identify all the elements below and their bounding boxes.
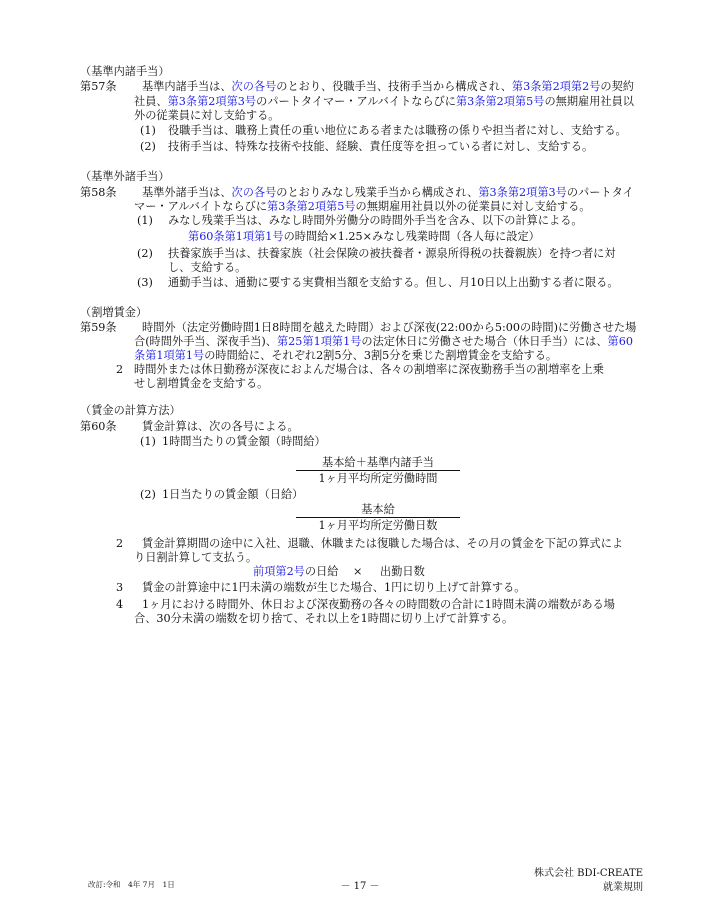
paragraph-text: 賃金計算期間の途中に入社、退職、休職または復職した場合は、その月の賃金を下記の算式によ [142,537,624,550]
fraction-bar [296,470,460,471]
article-58-line-2: マー・アルバイトならびに第3条第2項第5号の無期雇用社員以外の従業員に対し支給する。 [134,200,591,213]
cross-reference-link[interactable]: 次の各号 [231,80,277,93]
formula-line: 第60条第1項第1号の時間給×1.25×みなし残業時間（各人毎に設定） [188,230,540,243]
paragraph-text-continued: せし割増賃金を支給する。 [134,377,269,390]
item-text-continued: し、支給する。 [168,261,247,274]
multiply-sign: × [353,565,363,578]
cross-reference-link[interactable]: 次の各号 [231,186,277,199]
item-number: (2) [140,488,156,501]
item-number: (3) [137,276,153,289]
company-name: 株式会社 BDI-CREATE [534,868,643,879]
paragraph-number: 4 [116,598,124,611]
paragraph-number: 2 [116,537,124,550]
article-58-line-1: 基準外諸手当は、次の各号のとおりみなし残業手当から構成され、第3条第2項第3号のパートタイ [142,186,634,199]
section-heading-57: （基準内諸手当） [80,65,170,78]
item-number: (2) [137,247,153,260]
article-number-57: 第57条 [80,80,117,93]
paragraph-number: 2 [116,363,124,376]
cross-reference-link[interactable]: 第3条第2項第3号 [167,95,257,108]
paragraph-text-continued: 合、30分未満の端数を切り捨て、それ以上を1時間に切り上げて計算する。 [134,612,514,625]
item-text: 役職手当は、職務上責任の重い地位にある者または職務の係りや担当者に対し、支給する。 [168,124,627,137]
section-heading-59: （割増賃金） [80,306,148,319]
article-number-58: 第58条 [80,186,117,199]
item-text: 1時間当たりの賃金額（時間給） [162,435,326,448]
cross-reference-link[interactable]: 第60条第1項第1号 [188,230,284,243]
paragraph-text-continued: り日割計算して支払う。 [134,551,258,564]
section-heading-58: （基準外諸手当） [80,170,170,183]
cross-reference-link[interactable]: 前項第2号 [253,565,305,578]
article-57-line-3: 外の従業員に対し支給する。 [134,109,280,122]
item-text: みなし残業手当は、みなし時間外労働分の時間外手当を含み、以下の計算による。 [168,214,583,227]
item-number: (1) [140,435,156,448]
cross-reference-link[interactable]: 第60 [607,335,633,348]
cross-reference-link[interactable]: 第3条第2項第3号 [478,186,567,199]
article-number-59: 第59条 [80,321,117,334]
cross-reference-link[interactable]: 第3条第2項第5号 [267,200,356,213]
paragraph-text: 時間外または休日勤務が深夜におよんだ場合は、各々の割増率に深夜勤務手当の割増率を上乗 [134,363,604,376]
formula-term: 出勤日数 [380,565,425,578]
paragraph-text: 1ヶ月における時間外、休日および深夜勤務の各々の時間数の合計に1時間未満の端数がある場 [142,598,615,611]
item-text: 扶養家族手当は、扶養家族（社会保険の被扶養者・源泉所得税の扶養親族）を持つ者に対 [168,247,616,260]
article-57-line-1: 基準内諸手当は、次の各号のとおり、役職手当、技術手当から構成され、第3条第2項第2号の契約 [142,80,634,93]
article-59-line-3: 条第1項第1号の時間給に、それぞれ2割5分、3割5分を乗じた割増賃金を支給する。 [134,349,558,362]
fraction-bar [296,517,460,518]
article-57-line-2: 社員、第3条第2項第3号のパートタイマー・アルバイトならびに第3条第2項第5号の無期雇用社員以 [134,95,634,108]
document-title: 就業規則 [603,882,643,893]
formula-denominator: 1ヶ月平均所定労働時間 [318,472,438,485]
article-number-60: 第60条 [80,420,117,433]
cross-reference-link[interactable]: 第25第1項第1号 [276,335,362,348]
cross-reference-link[interactable]: 条第1項第1号 [134,349,205,362]
page-number: － 17 － [340,881,380,892]
article-59-line-1: 時間外（法定労働時間1日8時間を越えた時間）および深夜(22:00から5:00の時間)に労働させた場 [142,321,637,334]
paragraph-number: 3 [116,581,124,594]
item-number: (1) [140,124,156,137]
item-number: (2) [140,140,156,153]
paragraph-text: 賃金の計算途中に1円未満の端数が生じた場合、1円に切り上げて計算する。 [142,581,526,594]
item-text: 通勤手当は、通勤に要する実費相当額を支給する。但し、月10日以上出勤する者に限る。 [168,276,619,289]
cross-reference-link[interactable]: 第3条第2項第5号 [455,95,545,108]
formula-denominator: 1ヶ月平均所定労働日数 [318,519,438,532]
item-number: (1) [137,214,153,227]
section-heading-60: （賃金の計算方法） [80,404,181,417]
article-59-line-2: 合(時間外手当、深夜手当)、第25第1項第1号の法定休日に労働させた場合（休日手当）には、第60 [134,335,633,348]
item-text: 1日当たりの賃金額（日給） [162,488,304,501]
item-text: 技術手当は、特殊な技術や技能、経験、責任度等を担っている者に対し、支給する。 [168,140,594,153]
formula-numerator: 基本給＋基準内諸手当 [322,456,434,469]
formula-numerator: 基本給 [361,503,395,516]
daily-wage-formula: 前項第2号の日給 [253,565,339,578]
cross-reference-link[interactable]: 第3条第2項第2号 [511,80,601,93]
revision-date: 改訂:令和 4年 7月 1日 [88,880,175,889]
article-60-intro: 賃金計算は、次の各号による。 [142,420,299,433]
